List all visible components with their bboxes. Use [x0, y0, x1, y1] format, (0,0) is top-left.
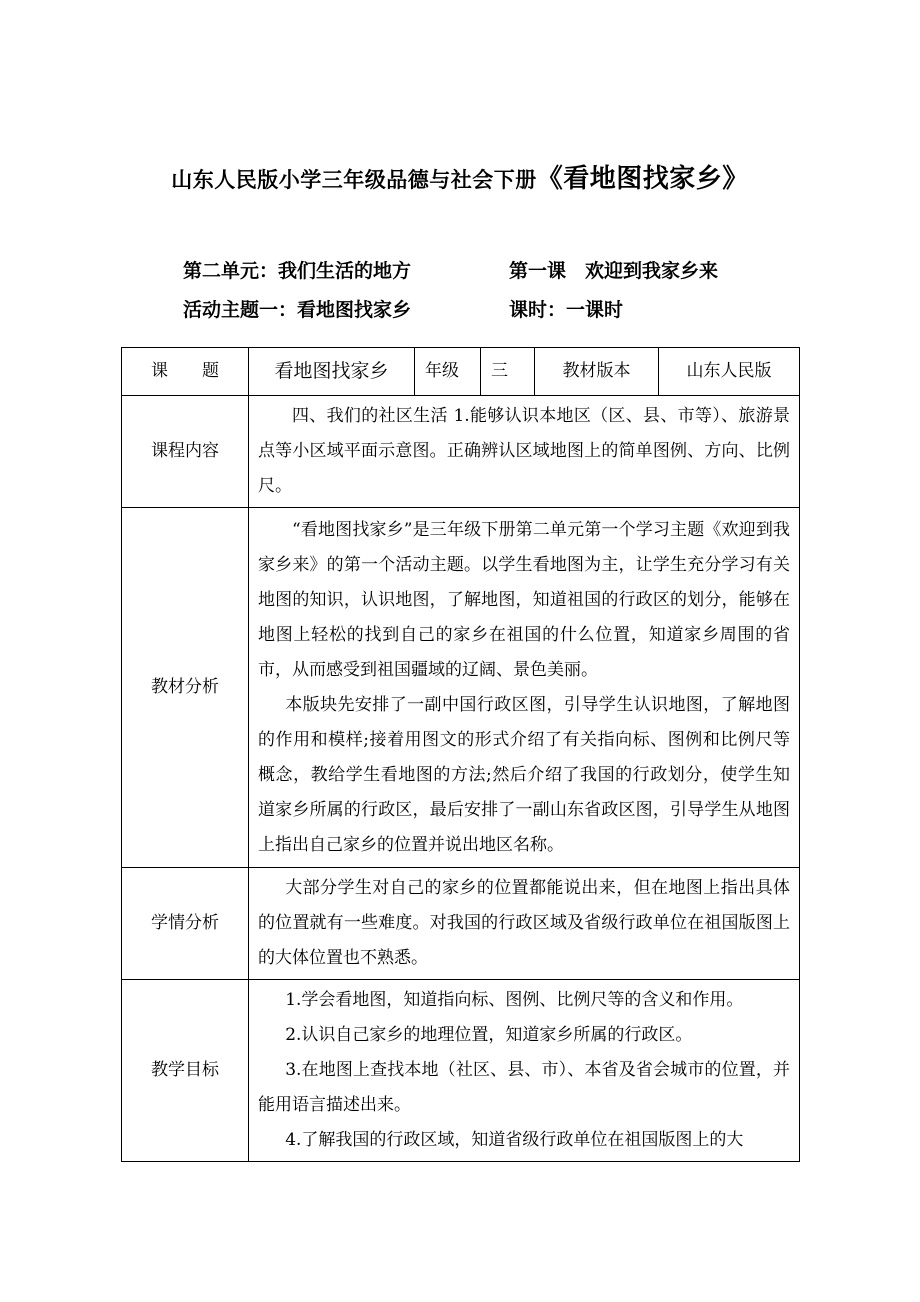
grade-label: 年级 — [415, 348, 481, 396]
student-analysis-row — [122, 868, 800, 980]
lesson-label: 第一课 欢迎到我家乡来 — [509, 260, 719, 282]
objectives-label: 教学目标 — [122, 980, 249, 1162]
student-analysis-text: 大部分学生对自己的家乡的位置都能说出来，但在地图上指出具体的位置就有一些难度。对我国的行政区域及省级行政单位在祖国版图上的大体位置也不熟悉。 — [258, 878, 790, 968]
topic-value: 看地图找家乡 — [249, 348, 415, 396]
grade-value: 三 — [481, 348, 535, 396]
objective-item: 3.在地图上查找本地（社区、县、市）、本省及省会城市的位置，并能用语言描述出来。 — [258, 1060, 790, 1115]
textbook-analysis-paragraph-1: “看地图找家乡”是三年级下册第二单元第一个学习主题《欢迎到我家乡来》的第一个活动主题。以学生看地图为主，让学生充分学习有关地图的知识，认识地图，了解地图，知道祖国的行政区的划分，能够在地图上轻松的找到自己的家乡在祖国的什么位置，知道家乡周围的省市，从而感受到祖国疆域的辽阔、景色美丽。 — [258, 519, 790, 680]
theme-label: 活动主题一：看地图找家乡 — [183, 299, 412, 321]
document-title — [0, 158, 920, 195]
edition-label: 教材版本 — [535, 348, 659, 396]
unit-label: 第二单元：我们生活的地方 — [183, 260, 412, 282]
textbook-analysis-label: 教材分析 — [122, 508, 249, 868]
course-content-row — [122, 396, 800, 508]
edition-value: 山东人民版 — [659, 348, 800, 396]
lesson-plan-table — [121, 347, 800, 1162]
period-label: 课时：一课时 — [509, 299, 624, 321]
student-analysis-label: 学情分析 — [122, 868, 249, 980]
objective-item: 4.了解我国的行政区域，知道省级行政单位在祖国版图上的大 — [285, 1130, 744, 1150]
course-content-label: 课程内容 — [122, 396, 249, 508]
title-prefix: 山东人民版小学三年级品德与社会下册 — [171, 168, 537, 192]
topic-label: 课 题 — [122, 348, 249, 396]
course-content-text: 四、我们的社区生活 1.能够认识本地区（区、县、市等）、旅游景点等小区域平面示意图。正确辨认区域地图上的简单图例、方向、比例尺。 — [258, 406, 790, 496]
textbook-analysis-paragraph-2: 本版块先安排了一副中国行政区图，引导学生认识地图，了解地图的作用和模样;接着用图文的形式介绍了有关指向标、图例和比例尺等概念，教给学生看地图的方法;然后介绍了我国的行政划分，使学生知道家乡所属的行政区，最后安排了一副山东省政区图，引导学生从地图上指出自己家乡的位置并说出地区名称。 — [258, 694, 790, 855]
objective-item: 2.认识自己家乡的地理位置，知道家乡所属的行政区。 — [285, 1025, 693, 1045]
textbook-analysis-row — [122, 508, 800, 868]
title-book: 《看地图找家乡》 — [536, 164, 749, 194]
header-row — [122, 348, 800, 396]
objectives-row — [122, 980, 800, 1162]
objective-item: 1.学会看地图，知道指向标、图例、比例尺等的含义和作用。 — [285, 990, 744, 1010]
